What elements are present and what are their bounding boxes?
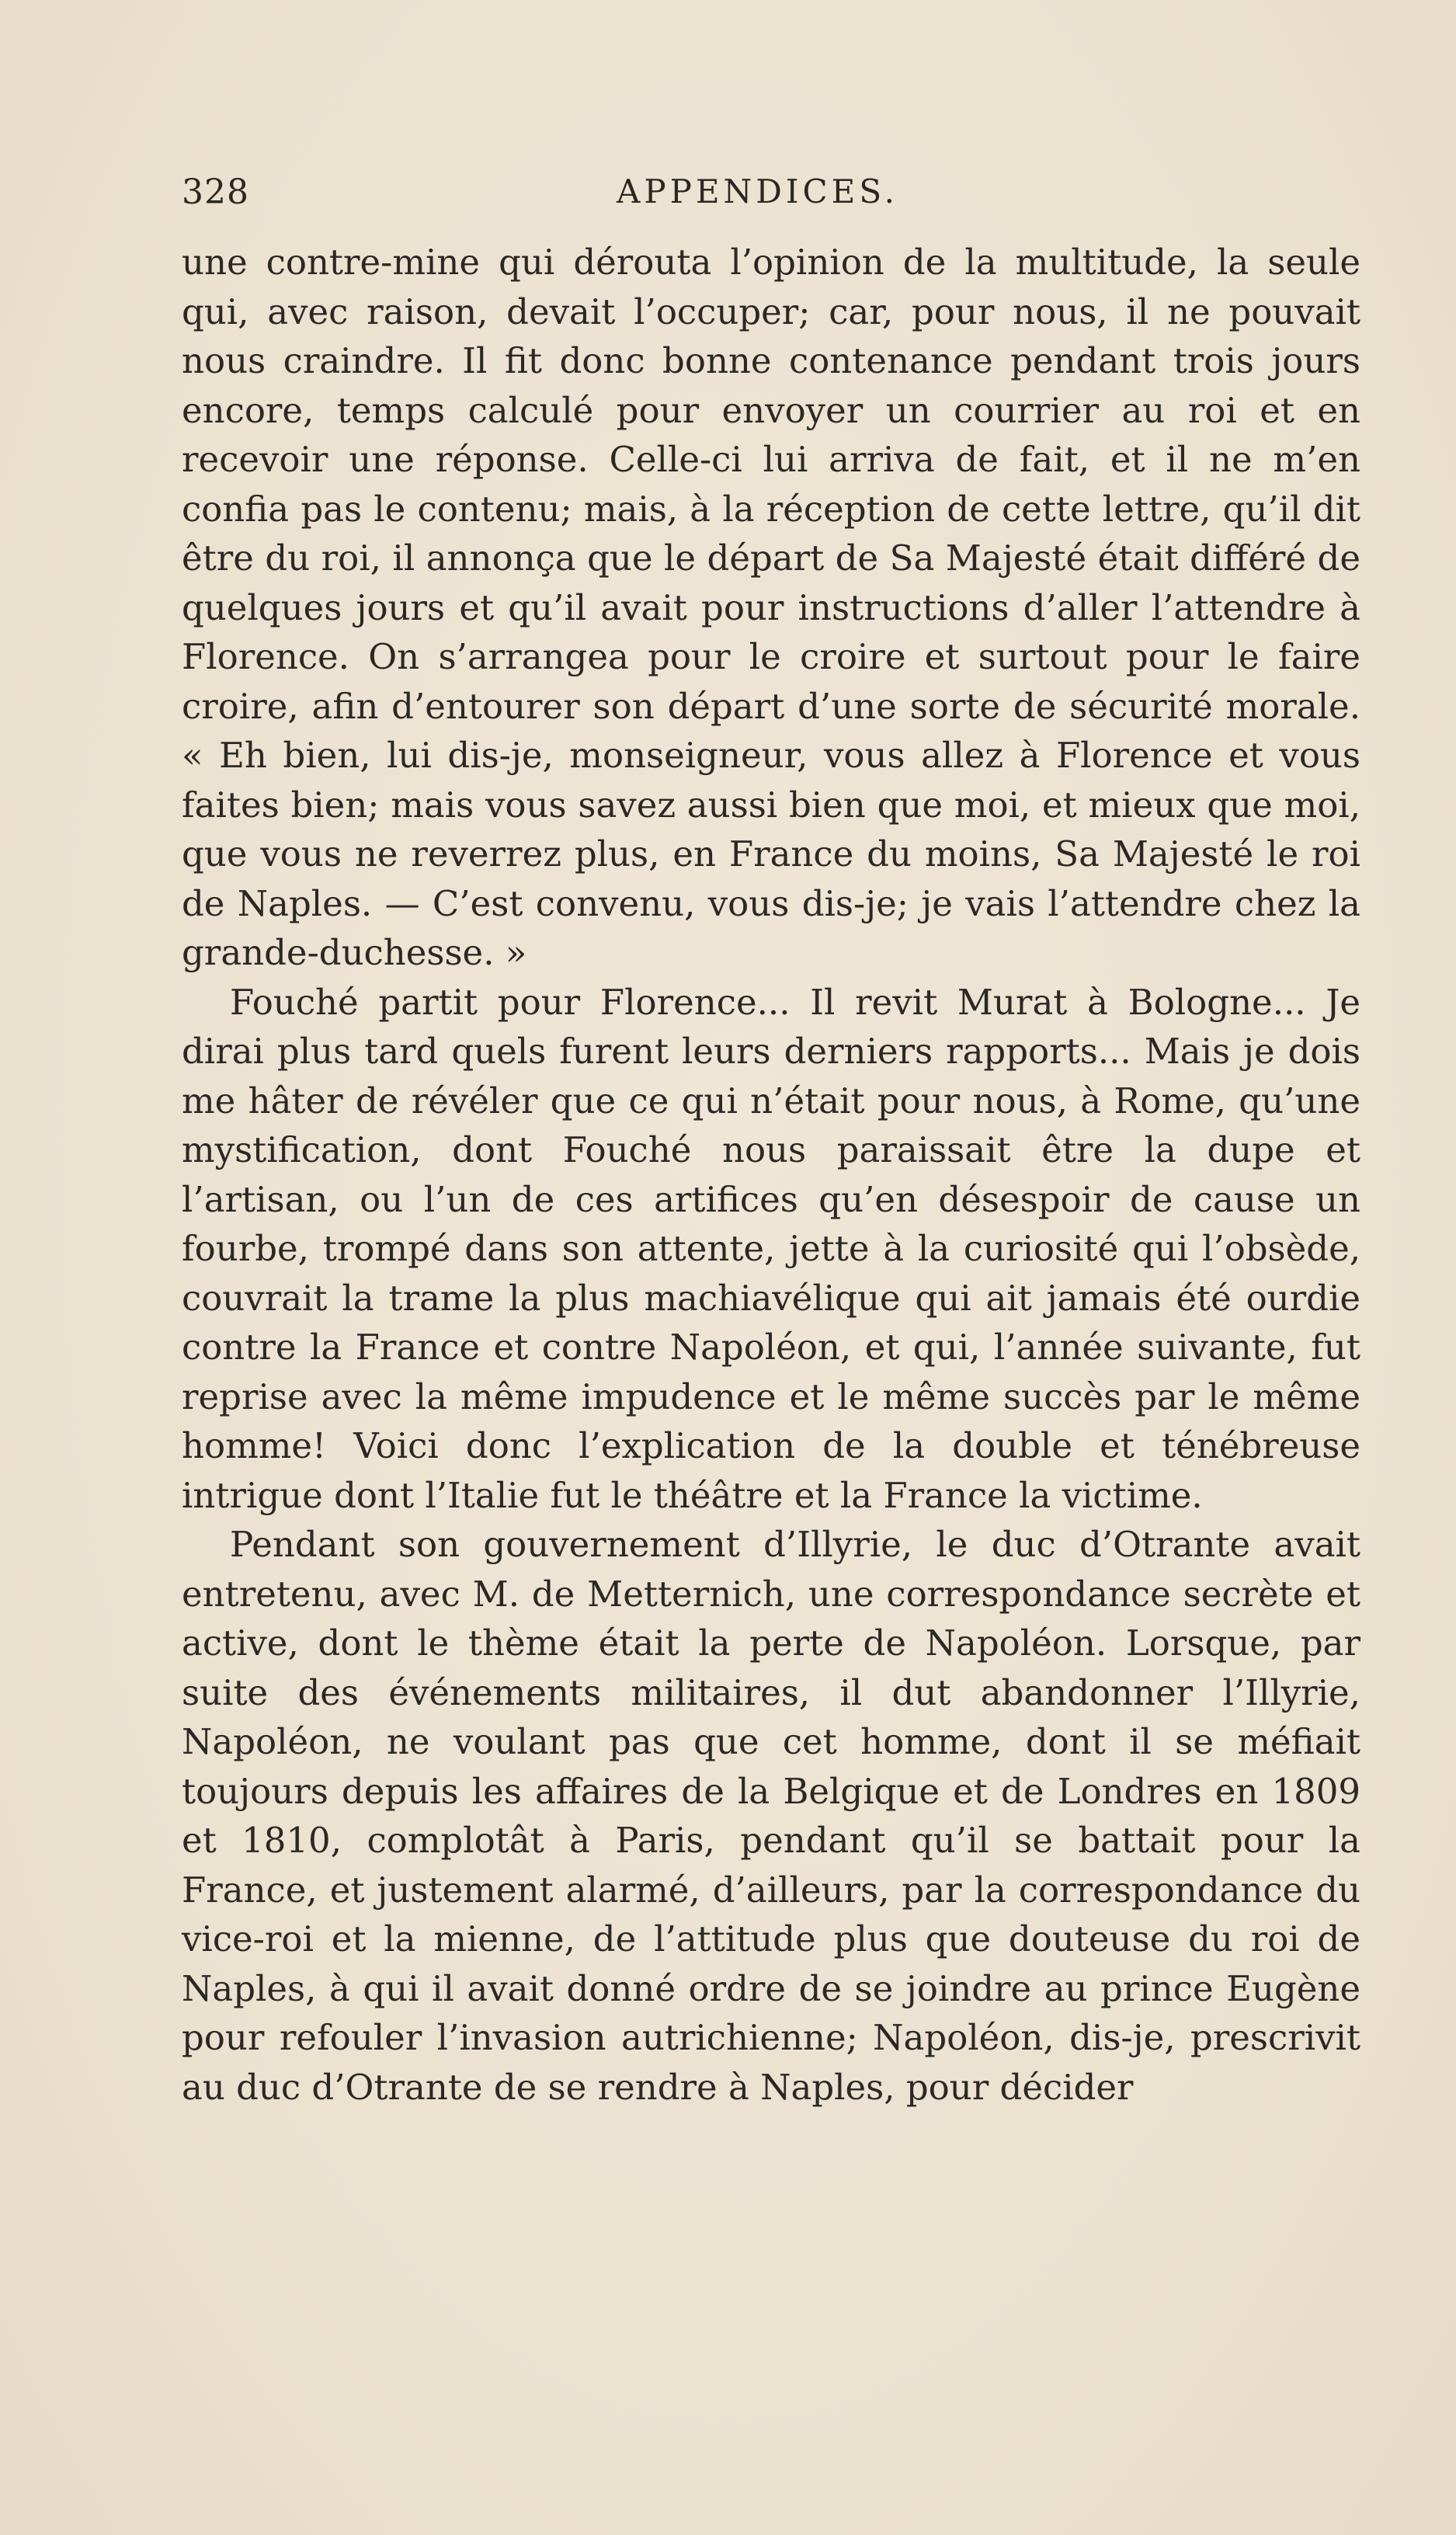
- page-number: 328: [182, 172, 249, 212]
- body-text: [182, 238, 1360, 2112]
- paragraph-fouche-departure: Fouché partit pour Florence... Il revit Murat à Bologne... Je dirai plus tard quels furent leurs derniers rapports... Mais je dois me hâter de révéler que ce qui n’était pour nous, à Rome, qu’une mystification, dont Fouché nous paraissait être la dupe et l’artisan, ou l’un de ces artifices qu’en désespoir de cause un fourbe, trompé dans son attente, jette à la curiosité qui l’obsède, couvrait la trame la plus machiavélique qui ait jamais été ourdie contre la France et contre Napoléon, et qui, l’année suivante, fut reprise avec la même impudence et le même succès par le même homme! Voici donc l’explication de la double et ténébreuse intrigue dont l’Italie fut le théâtre et la France la victime.: [182, 981, 1360, 1516]
- paragraph-continuation: une contre-mine qui dérouta l’opinion de la multitude, la seule qui, avec raison, devait l’occuper; car, pour nous, il ne pouvait nous craindre. Il fit donc bonne contenance pendant trois jours encore, temps calculé pour envoyer un courrier au roi et en recevoir une réponse. Celle-ci lui arriva de fait, et il ne m’en confia pas le contenu; mais, à la réception de cette lettre, qu’il dit être du roi, il annonça que le départ de Sa Majesté était différé de quelques jours et qu’il avait pour instructions d’aller l’attendre à Florence. On s’arrangea pour le croire et surtout pour le faire croire, afin d’entourer son départ d’une sorte de sécurité morale. « Eh bien, lui dis-je, monseigneur, vous allez à Florence et vous faites bien; mais vous savez aussi bien que moi, et mieux que moi, que vous ne reverrez plus, en France du moins, Sa Majesté le roi de Naples. — C’est convenu, vous dis-je; je vais l’attendre chez la grande-duchesse. »: [182, 242, 1360, 973]
- running-title: APPENDICES.: [617, 172, 898, 210]
- paragraph-illyria-government: Pendant son gouvernement d’Illyrie, le duc d’Otrante avait entretenu, avec M. de Metternich, une correspondance secrète et active, dont le thème était la perte de Napoléon. Lorsque, par suite des événements militaires, il dut abandonner l’Illyrie, Napoléon, ne voulant pas que cet homme, dont il se méfiait toujours depuis les affaires de la Belgique et de Londres en 1809 et 1810, complotât à Paris, pendant qu’il se battait pour la France, et justement alarmé, d’ailleurs, par la correspondance du vice-roi et la mienne, de l’attitude plus que douteuse du roi de Naples, à qui il avait donné ordre de se joindre au prince Eugène pour refouler l’invasion autrichienne; Napoléon, dis-je, prescrivit au duc d’Otrante de se rendre à Naples, pour décider: [182, 1524, 1360, 2108]
- page-header: [182, 172, 1360, 219]
